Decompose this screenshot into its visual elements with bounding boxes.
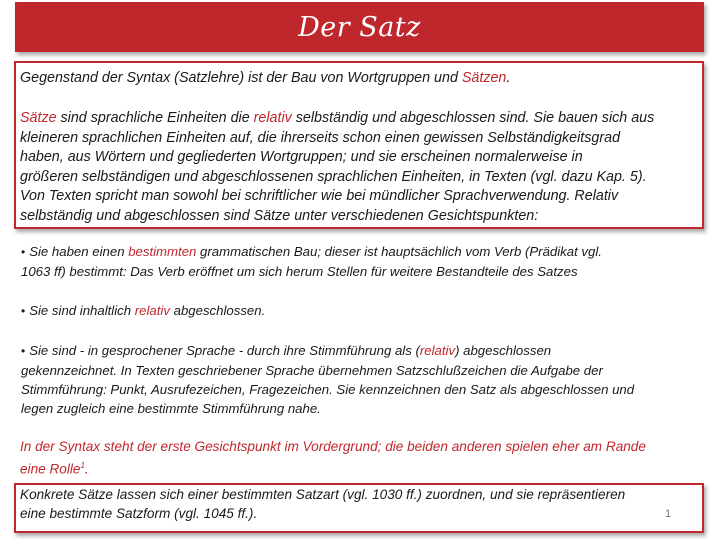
highlight-term: bestimmten xyxy=(128,244,197,259)
line: Konkrete Sätze lassen sich einer bestimmten Satzart (vgl. 1030 ff.) zuordnen, und sie repräsentieren xyxy=(20,487,626,502)
line: haben, aus Wörtern und gegliederten Wortgruppen; und sie erscheinen normalerweise in xyxy=(20,149,583,165)
text: selbständig und abgeschlossen sind. Sie bauen sich aus xyxy=(291,110,655,126)
paragraph-sentence-types xyxy=(20,485,700,523)
line xyxy=(21,242,691,262)
line xyxy=(20,109,710,129)
line xyxy=(20,456,710,479)
line: legen zugleich eine bestimmte Stimmführung nahe. xyxy=(21,401,321,416)
highlight-term: Sätzen xyxy=(461,70,507,86)
paragraph-syntax-definition xyxy=(20,69,510,89)
line: gekennzeichnet. In Texten geschriebener Sprache übernehmen Satzschlußzeichen die Aufgabe der xyxy=(21,363,603,378)
footnote-marker: 1 xyxy=(80,461,85,470)
page-number: 1 xyxy=(665,508,672,520)
page-title: Der Satz xyxy=(298,11,421,43)
title-bar xyxy=(15,2,704,52)
paragraph-sentence-definition xyxy=(20,109,710,226)
text: Sie sind inhaltlich xyxy=(29,303,135,318)
line xyxy=(21,301,691,321)
bullet-intonation xyxy=(21,341,691,418)
bullet-grammatical-structure xyxy=(21,242,691,281)
highlight-term: relativ xyxy=(419,343,456,358)
highlight-term: relativ xyxy=(134,303,170,318)
text: Gegenstand der Syntax (Satzlehre) ist der Bau von Wortgruppen und xyxy=(20,70,462,86)
line: Von Texten spricht man sowohl bei schriftlicher wie bei mündlicher Sprachverwendung. Relativ xyxy=(20,188,619,204)
text: Sie sind - in gesprochener Sprache - durch ihre Stimmführung als ( xyxy=(29,343,420,358)
line: kleineren sprachlichen Einheiten auf, die ihrerseits schon einen gewissen Selbständigkeitsgrad xyxy=(20,129,621,146)
text: . xyxy=(84,461,89,477)
highlight-term: Sätze xyxy=(20,110,57,126)
line: 1063 ff) bestimmt: Das Verb eröffnet um sich herum Stellen für weitere Bestandteile des Satzes xyxy=(21,264,578,279)
line: größeren selbständigen und abgeschlossenen sprachlichen Einheiten, in Texten (vgl. dazu Kap. 5). xyxy=(20,168,647,185)
text: grammatischen Bau; dieser ist hauptsächlich vom Verb (Prädikat vgl. xyxy=(196,244,602,259)
line xyxy=(21,341,691,361)
line: In der Syntax steht der erste Gesichtspunkt im Vordergrund; die beiden anderen spielen eher am Rande xyxy=(20,439,646,454)
text: eine Rolle xyxy=(20,461,81,477)
bullet-content-closure xyxy=(21,301,691,321)
highlight-term: relativ xyxy=(253,110,292,126)
text: ) abgeschlossen xyxy=(455,343,552,358)
paragraph-syntax-focus xyxy=(20,437,710,479)
bullet-icon: • xyxy=(21,304,26,318)
line: eine bestimmte Satzform (vgl. 1045 ff.). xyxy=(20,506,258,521)
bullet-icon: • xyxy=(21,344,26,358)
line: selbständig und abgeschlossen sind Sätze unter verschiedenen Gesichtspunkten: xyxy=(20,207,539,224)
bullet-icon: • xyxy=(21,245,26,259)
text: . xyxy=(506,70,511,86)
text: Sie haben einen xyxy=(29,244,129,259)
line: Stimmführung: Punkt, Ausrufezeichen, Fragezeichen. Sie kennzeichnen den Satz als abgeschlossen und xyxy=(21,382,635,397)
text: abgeschlossen. xyxy=(169,303,266,318)
text: sind sprachliche Einheiten die xyxy=(56,110,254,126)
